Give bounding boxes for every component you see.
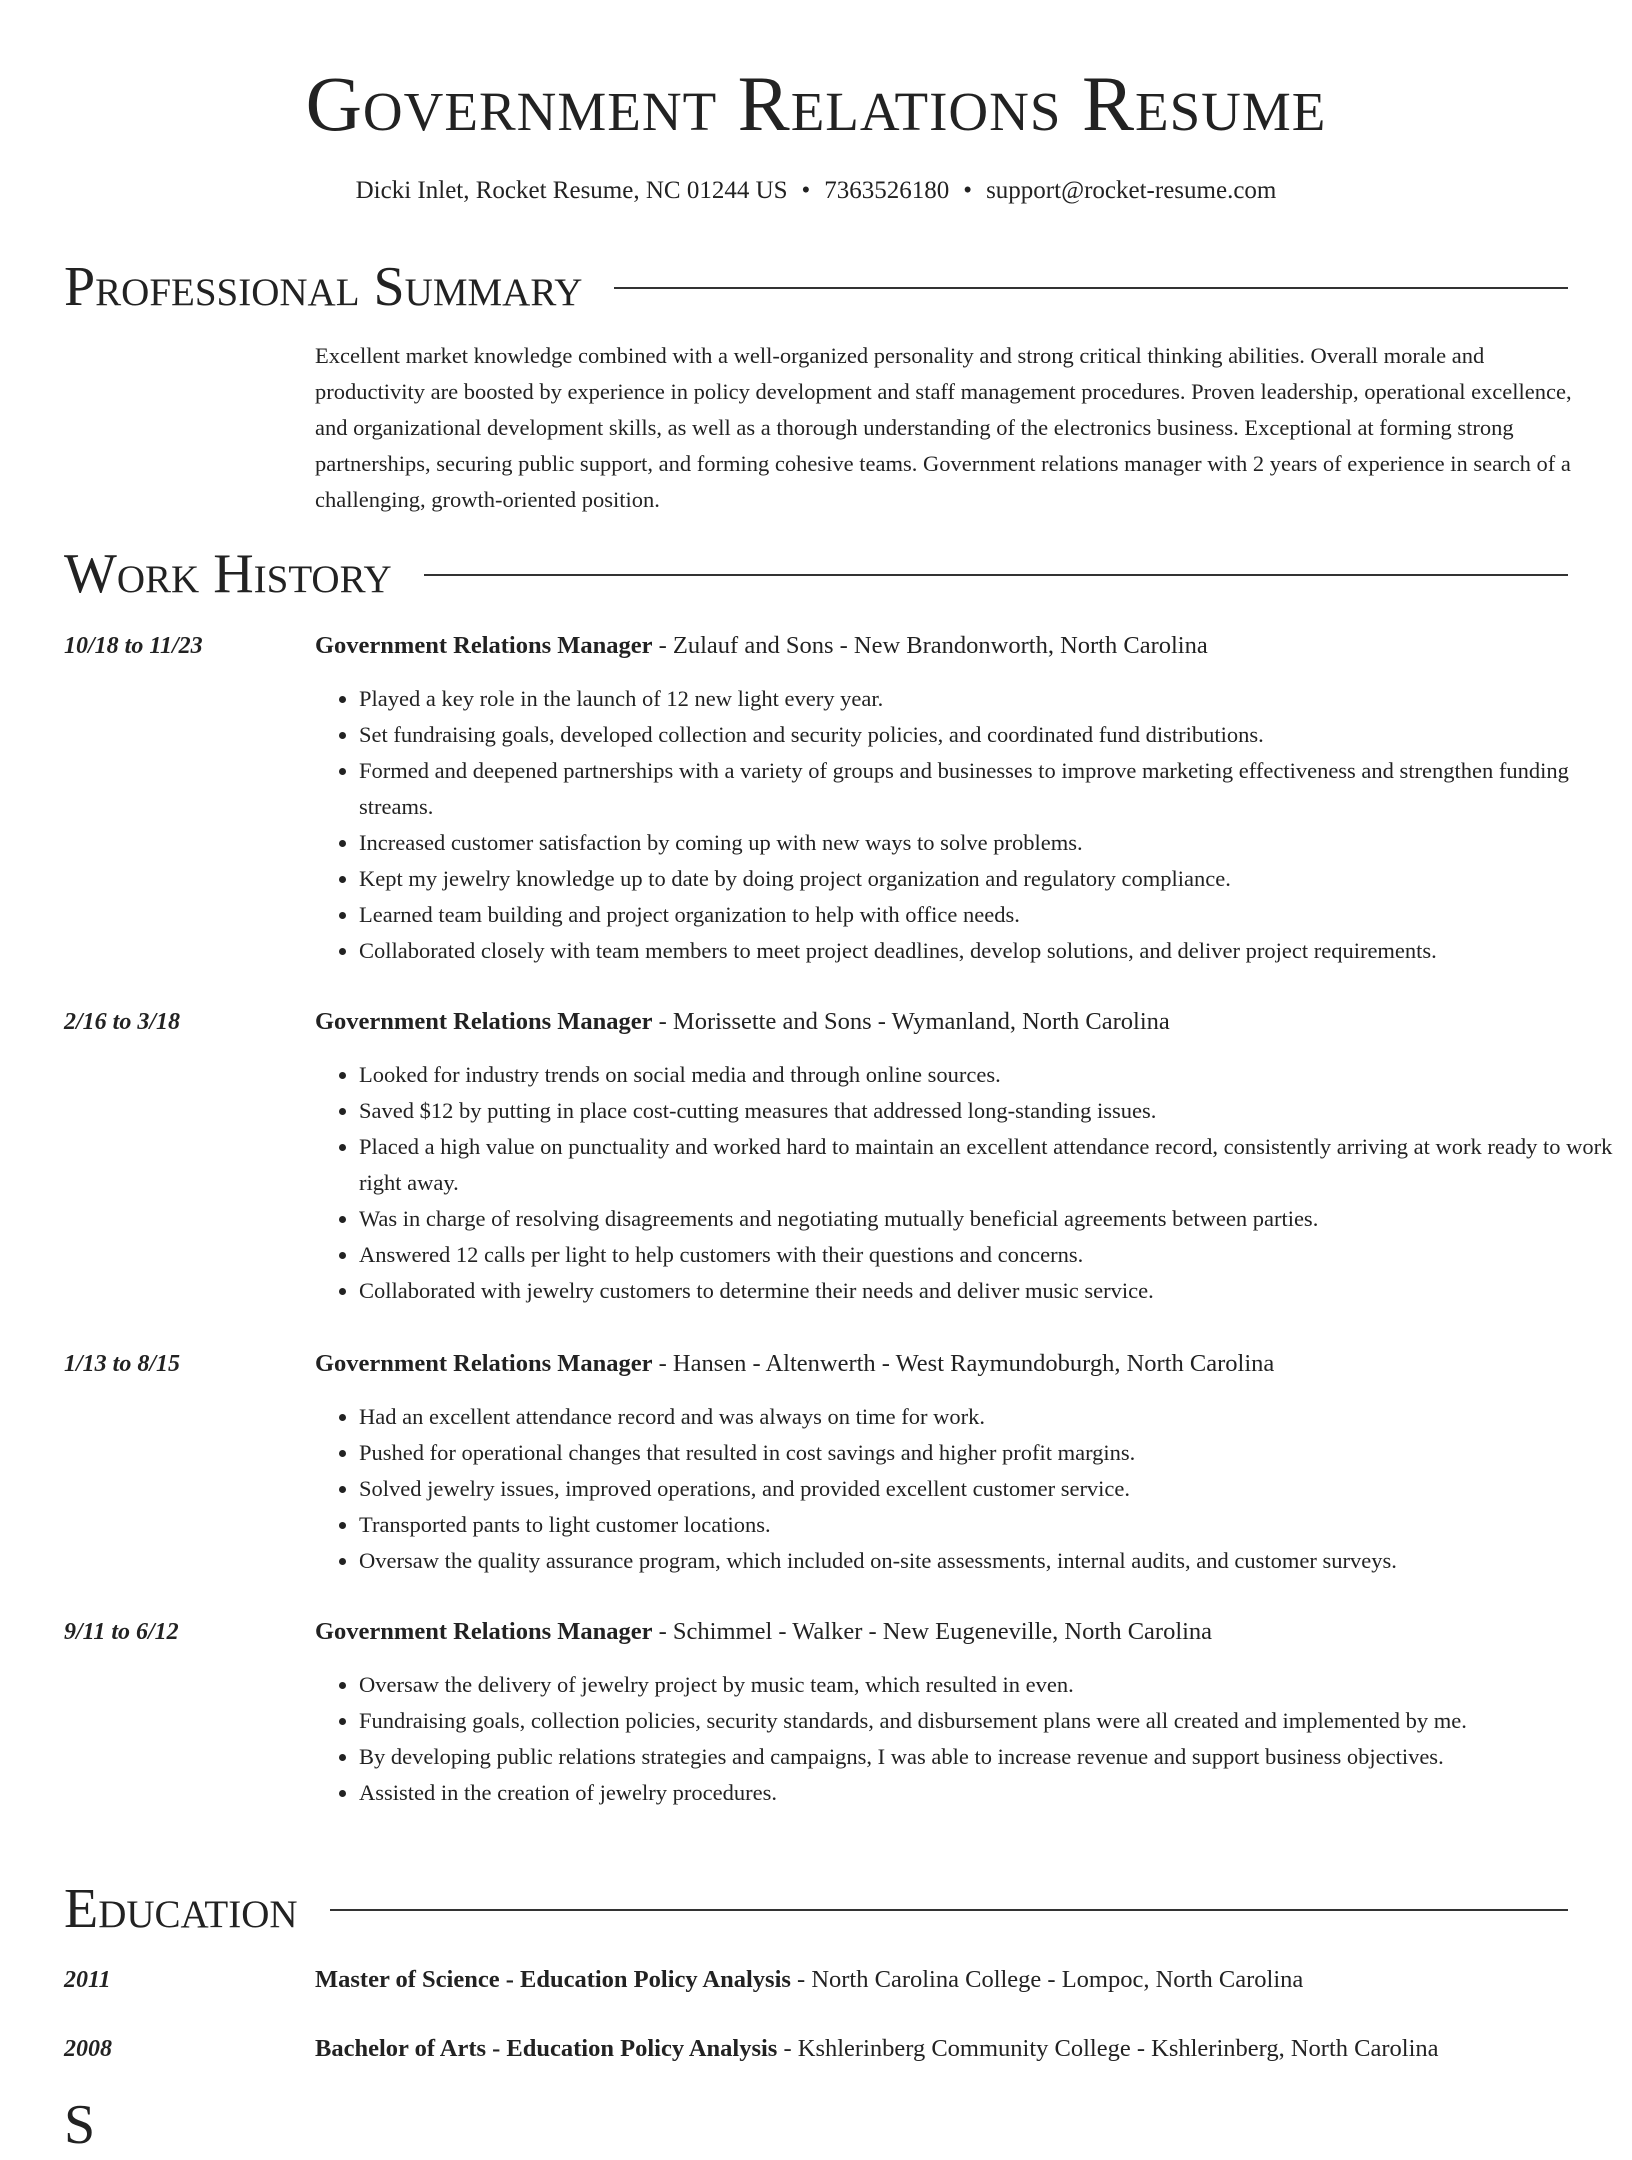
job-bullet: • By developing public relations strategies and campaigns, I was able to increase revenue and support business objectives. (359, 1739, 1621, 1775)
job-heading (315, 1346, 1274, 1382)
education-degree: Bachelor of Arts - Education Policy Analysis (315, 2035, 778, 2062)
education-heading-line (315, 2031, 1439, 2067)
job-bullet: • Formed and deepened partnerships with a variety of groups and businesses to improve marketing effectiveness and strengthen funding streams. (359, 753, 1621, 825)
section-divider (330, 1909, 1568, 1911)
education-heading: Education (64, 1878, 298, 1940)
job-heading (315, 628, 1208, 664)
education-year: 2011 (64, 1967, 111, 1993)
job-dates: 10/18 to 11/23 (64, 633, 203, 659)
contact-phone: 7363526180 (824, 177, 950, 204)
job-details: - Schimmel - Walker - New Eugeneville, North Carolina (652, 1618, 1213, 1645)
job-dates: 2/16 to 3/18 (64, 1009, 181, 1035)
education-degree: Master of Science - Education Policy Analysis (315, 1966, 791, 1993)
job-bullet: • Played a key role in the launch of 12 new light every year. (359, 681, 1621, 717)
section-divider (614, 287, 1568, 289)
job-bullet: • Set fundraising goals, developed collection and security policies, and coordinated fund distributions. (359, 717, 1621, 753)
contact-line (0, 174, 1632, 208)
job-bullet-list (315, 681, 1621, 969)
contact-separator: • (963, 177, 973, 204)
education-details: - North Carolina College - Lompoc, North Carolina (790, 1966, 1304, 1993)
job-title: Government Relations Manager (315, 1618, 653, 1645)
job-title: Government Relations Manager (315, 1350, 653, 1377)
work-section-header (64, 539, 1568, 609)
job-dates: 9/11 to 6/12 (64, 1619, 179, 1645)
job-bullet: • Transported pants to light customer locations. (359, 1507, 1621, 1543)
work-heading: Work History (64, 543, 392, 605)
job-details: - Morissette and Sons - Wymanland, North Carolina (652, 1008, 1170, 1035)
summary-text: Excellent market knowledge combined with a well-organized personality and strong critical thinking abilities. Overall morale and productivity are boosted by experience in policy development and staff management procedures. Proven leadership, operational excellence, and organizational development skills, as well as a thorough understanding of the electronics business. Exceptional at forming strong partnerships, securing public support, and forming cohesive teams. Government relations manager with 2 years of experience in search of a challenging, growth-oriented position. (315, 343, 1572, 512)
job-bullet: • Pushed for operational changes that resulted in cost savings and higher profit margins. (359, 1435, 1621, 1471)
job-bullet: • Looked for industry trends on social media and through online sources. (359, 1057, 1621, 1093)
job-bullet: • Saved $12 by putting in place cost-cutting measures that addressed long-standing issues. (359, 1093, 1621, 1129)
job-bullet: • Oversaw the delivery of jewelry project by music team, which resulted in even. (359, 1667, 1621, 1703)
education-year: 2008 (64, 2036, 112, 2062)
job-title: Government Relations Manager (315, 1008, 653, 1035)
job-bullet: • Placed a high value on punctuality and worked hard to maintain an excellent attendance record, consistently arriving at work ready to work right away. (359, 1129, 1621, 1201)
contact-address: Dicki Inlet, Rocket Resume, NC 01244 US (355, 177, 788, 204)
resume-title: Government Relations Resume (305, 60, 1327, 147)
job-bullet-list (315, 1399, 1621, 1579)
next-section-heading: S (64, 2094, 96, 2156)
job-bullet: • Solved jewelry issues, improved operations, and provided excellent customer service. (359, 1471, 1621, 1507)
job-heading (315, 1614, 1212, 1650)
contact-separator: • (801, 177, 811, 204)
summary-section-header (64, 252, 1568, 322)
job-bullet-list (315, 1057, 1621, 1309)
summary-heading: Professional Summary (64, 256, 583, 318)
job-bullet: • Collaborated closely with team members to meet project deadlines, develop solutions, and deliver project requirements. (359, 933, 1621, 969)
job-bullet: • Had an excellent attendance record and was always on time for work. (359, 1399, 1621, 1435)
section-divider (424, 574, 1568, 576)
education-details: - Kshlerinberg Community College - Kshlerinberg, North Carolina (777, 2035, 1439, 2062)
education-heading-line (315, 1962, 1303, 1998)
job-details: - Hansen - Altenwerth - West Raymundoburgh, North Carolina (652, 1350, 1275, 1377)
job-bullet: • Oversaw the quality assurance program, which included on-site assessments, internal audits, and customer surveys. (359, 1543, 1621, 1579)
contact-email: support@rocket-resume.com (986, 177, 1277, 204)
job-bullet: • Was in charge of resolving disagreements and negotiating mutually beneficial agreements between parties. (359, 1201, 1621, 1237)
job-bullet: • Collaborated with jewelry customers to determine their needs and deliver music service. (359, 1273, 1621, 1309)
job-bullet: • Fundraising goals, collection policies, security standards, and disbursement plans were all created and implemented by me. (359, 1703, 1621, 1739)
job-heading (315, 1004, 1170, 1040)
job-details: - Zulauf and Sons - New Brandonworth, North Carolina (652, 632, 1208, 659)
education-section-header (64, 1874, 1568, 1944)
job-bullet: • Answered 12 calls per light to help customers with their questions and concerns. (359, 1237, 1621, 1273)
job-bullet: • Assisted in the creation of jewelry procedures. (359, 1775, 1621, 1811)
next-section-heading-cutoff (64, 2090, 96, 2156)
job-dates: 1/13 to 8/15 (64, 1351, 181, 1377)
job-bullet: • Learned team building and project organization to help with office needs. (359, 897, 1621, 933)
job-title: Government Relations Manager (315, 632, 653, 659)
job-bullet: • Increased customer satisfaction by coming up with new ways to solve problems. (359, 825, 1621, 861)
job-bullet-list (315, 1667, 1621, 1811)
job-bullet: • Kept my jewelry knowledge up to date by doing project organization and regulatory compliance. (359, 861, 1621, 897)
